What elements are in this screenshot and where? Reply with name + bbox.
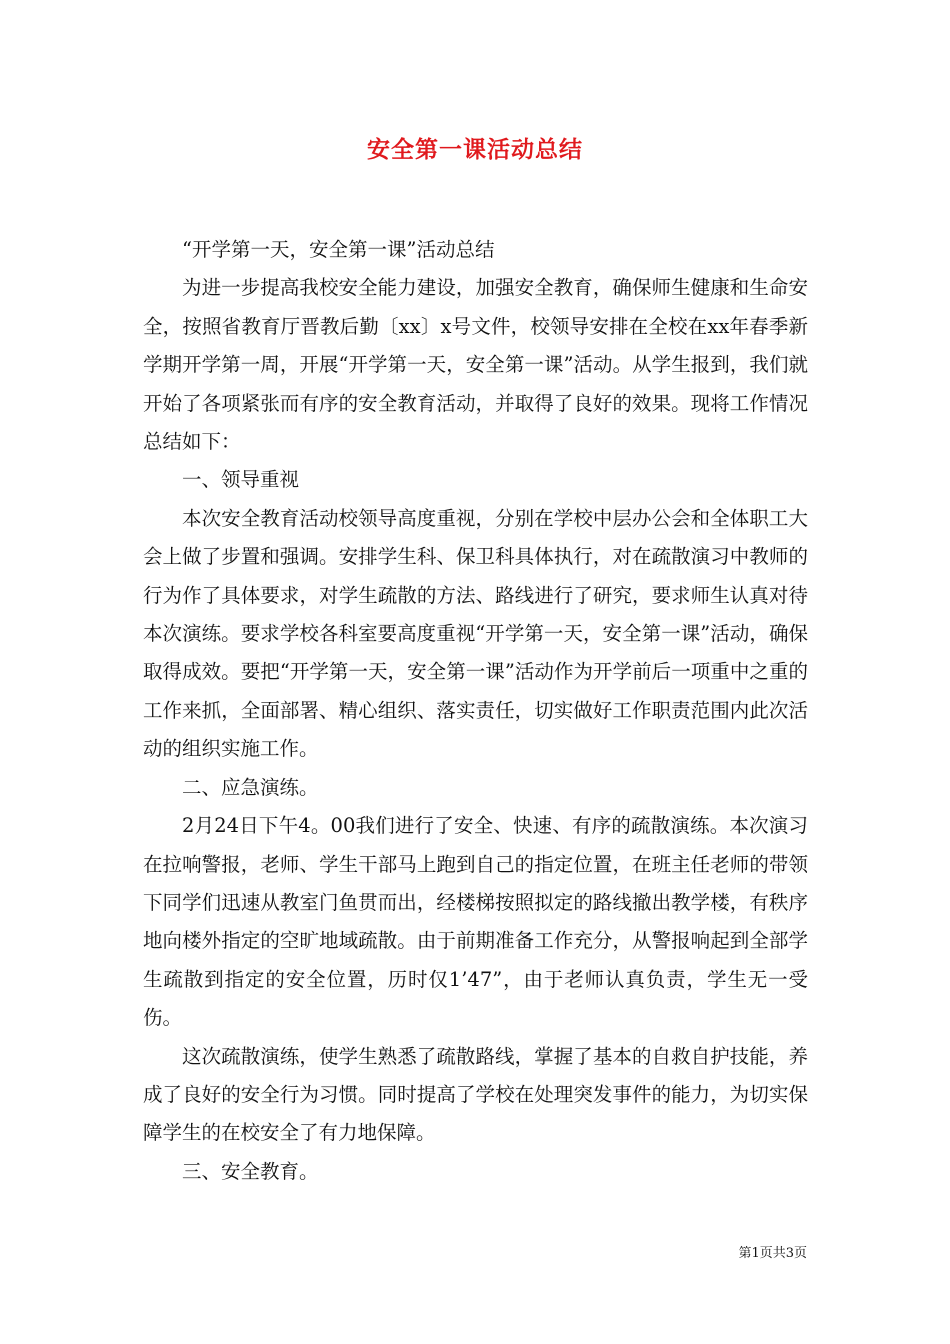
section-heading-safety-education: 三、安全教育。 <box>182 1159 319 1183</box>
section-body-drill-outcome: 这次疏散演练，使学生熟悉了疏散路线，掌握了基本的自救自护技能，养成了良好的安全行为习惯。同时提高了学校在处理突发事件的能力，为切实保障学生的在校安全了有力地保障。 <box>143 1044 808 1145</box>
intro-paragraph: 为进一步提高我校安全能力建设，加强安全教育，确保师生健康和生命安全，按照省教育厅晋教后勤〔xx〕x号文件，校领导安排在全校在xx年春季新学期开学第一周，开展“开学第一天，安全第一课”活动。从学生报到，我们就开始了各项紧张而有序的安全教育活动，并取得了良好的效果。现将工作情况总结如下： <box>143 276 808 454</box>
document-subtitle: “开学第一天，安全第一课”活动总结 <box>182 238 495 261</box>
section-body-emergency-drill: 2月24日下午4。00我们进行了安全、快速、有序的疏散演练。本次演习在拉响警报，老师、学生干部马上跑到自己的指定位置，在班主任老师的带领下同学们迅速从教室门鱼贯而出，经楼梯按照拟定的路线撤出教学楼，有秩序地向楼外指定的空旷地域疏散。由于前期准备工作充分，从警报响起到全部学生疏散到指定的安全位置，历时仅1’47”，由于老师认真负责，学生无一受伤。 <box>143 814 808 1030</box>
section-heading-emergency-drill: 二、应急演练。 <box>182 775 319 799</box>
page-indicator: 第1页共3页 <box>738 1246 807 1261</box>
document-title: 安全第一课活动总结 <box>367 136 583 163</box>
section-heading-leadership: 一、领导重视 <box>182 468 300 492</box>
section-body-leadership: 本次安全教育活动校领导高度重视，分别在学校中层办公会和全体职工大会上做了步置和强调。安排学生科、保卫科具体执行，对在疏散演习中教师的行为作了具体要求，对学生疏散的方法、路线进行了研究，要求师生认真对待本次演练。要求学校各科室要高度重视“开学第一天，安全第一课”活动，确保取得成效。要把“开学第一天，安全第一课”活动作为开学前后一项重中之重的工作来抓，全面部署、精心组织、落实责任，切实做好工作职责范围内此次活动的组织实施工作。 <box>143 506 808 761</box>
document-body <box>143 231 808 1191</box>
